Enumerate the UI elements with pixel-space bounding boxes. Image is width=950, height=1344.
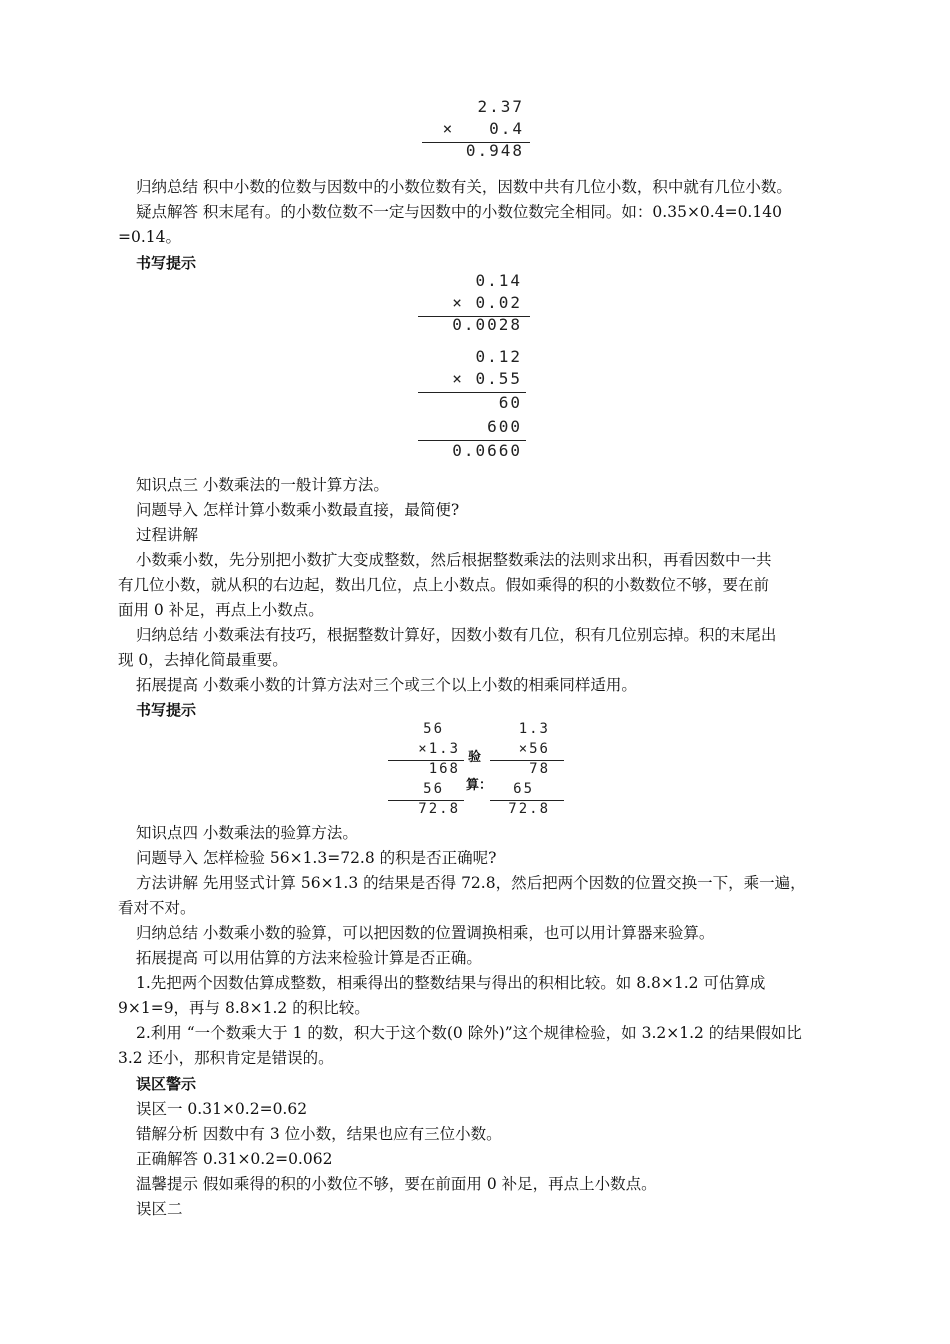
vertical-calculation-3 <box>418 346 530 464</box>
calc-row: 56 <box>423 721 444 737</box>
paragraph: 疑点解答 积末尾有。的小数位数不一定与因数中的小数位数完全相同。如：0.35×0.4=0.140 <box>136 203 782 221</box>
calc-row: 65 <box>513 781 534 797</box>
paragraph: 拓展提高 可以用估算的方法来检验计算是否正确。 <box>136 949 482 967</box>
section-heading: 书写提示 <box>136 254 197 272</box>
calc-row: ×56 <box>518 741 550 757</box>
paragraph: 问题导入 怎样计算小数乘小数最直接，最简便? <box>136 501 460 519</box>
paragraph: 拓展提高 小数乘小数的计算方法对三个或三个以上小数的相乘同样适用。 <box>136 676 637 694</box>
paragraph: 9×1=9，再与 8.8×1.2 的积比较。 <box>118 999 370 1017</box>
paragraph: 有几位小数，就从积的右边起，数出几位，点上小数点。假如乘得的积的小数数位不够，要在前 <box>118 576 770 594</box>
paragraph: 归纳总结 小数乘法有技巧，根据整数计算好，因数小数有几位，积有几位别忘掉。积的末尾出 <box>136 626 777 644</box>
paragraph: 知识点四 小数乘法的验算方法。 <box>136 824 358 842</box>
calc-row: 0.948 <box>465 141 524 160</box>
calc-row: 78 <box>529 761 550 777</box>
paragraph: =0.14。 <box>118 228 181 246</box>
paragraph: 3.2 还小，那积肯定是错误的。 <box>118 1049 334 1067</box>
paragraph: 方法讲解 先用竖式计算 56×1.3 的结果是否得 72.8，然后把两个因数的位置交换一下，乘一遍， <box>136 874 806 892</box>
calc-row: 2.37 <box>477 97 524 116</box>
paragraph: 2.利用 “一个数乘大于 1 的数，积大于这个数(0 除外)”这个规律检验，如 3.2×1.2 的结果假如比 <box>136 1024 802 1042</box>
paragraph: 误区一 0.31×0.2=0.62 <box>136 1100 308 1118</box>
verification-label: 验 <box>468 750 482 765</box>
paragraph: 看对不对。 <box>118 899 196 917</box>
calc-rule <box>490 760 564 761</box>
calc-row: 72.8 <box>508 801 550 817</box>
calc-row: × 0.4 <box>442 119 524 138</box>
calc-row: 0.14 <box>475 271 522 290</box>
calc-row: 56 <box>423 781 444 797</box>
vertical-calculation-2 <box>418 270 530 338</box>
paragraph: 1.先把两个因数估算成整数，相乘得出的整数结果与得出的积相比较。如 8.8×1.2 可估算成 <box>136 974 766 992</box>
paragraph: 错解分析 因数中有 3 位小数，结果也应有三位小数。 <box>136 1125 502 1143</box>
paragraph: 误区二 <box>136 1200 183 1218</box>
calc-row: 0.12 <box>475 347 522 366</box>
paragraph: 现 0，去掉化简最重要。 <box>118 651 288 669</box>
paragraph: 归纳总结 小数乘小数的验算，可以把因数的位置调换相乘，也可以用计算器来验算。 <box>136 924 715 942</box>
paragraph: 温馨提示 假如乘得的积的小数位不够，要在前面用 0 补足，再点上小数点。 <box>136 1175 657 1193</box>
paragraph: 正确解答 0.31×0.2=0.062 <box>136 1150 333 1168</box>
calc-row: × 0.55 <box>452 369 522 388</box>
calc-row: 72.8 <box>418 801 460 817</box>
calc-row: ×1.3 <box>418 741 460 757</box>
calc-row: 1.3 <box>518 721 550 737</box>
calc-row: × 0.02 <box>452 293 522 312</box>
vertical-calculation-4 <box>388 718 464 822</box>
paragraph: 面用 0 补足，再点上小数点。 <box>118 601 324 619</box>
section-heading: 书写提示 <box>136 701 197 719</box>
vertical-calculation-5 <box>490 718 564 822</box>
calc-row: 0.0660 <box>452 441 522 460</box>
paragraph: 小数乘小数，先分别把小数扩大变成整数，然后根据整数乘法的法则求出积，再看因数中一共 <box>136 551 772 569</box>
paragraph: 知识点三 小数乘法的一般计算方法。 <box>136 476 389 494</box>
vertical-calculation-1 <box>420 96 530 166</box>
calc-row: 168 <box>428 761 460 777</box>
section-heading: 误区警示 <box>136 1075 197 1093</box>
calc-row: 0.0028 <box>452 315 522 334</box>
calc-row: 60 <box>498 393 522 412</box>
paragraph: 过程讲解 <box>136 526 199 544</box>
paragraph: 归纳总结 积中小数的位数与因数中的小数位数有关，因数中共有几位小数，积中就有几位小数。 <box>136 178 792 196</box>
calc-row: 600 <box>487 417 522 436</box>
verification-label: 算： <box>466 778 493 793</box>
paragraph: 问题导入 怎样检验 56×1.3=72.8 的积是否正确呢? <box>136 849 497 867</box>
